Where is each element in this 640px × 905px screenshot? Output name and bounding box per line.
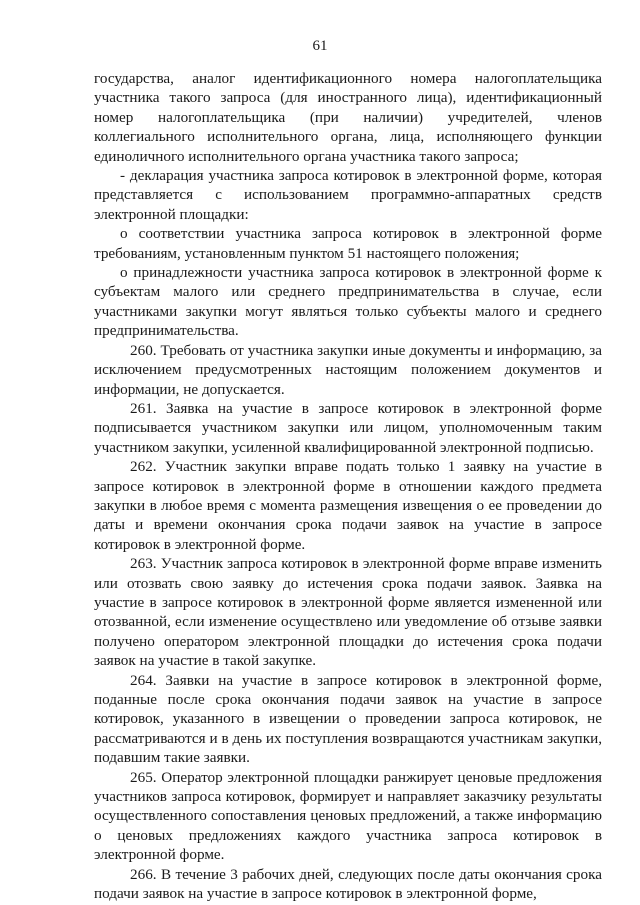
paragraph-266: 266. В течение 3 рабочих дней, следующих после даты окончания срока подачи заявок на участие в запросе котировок в электронной форме, xyxy=(94,865,602,903)
paragraph-261: 261. Заявка на участие в запросе котировок в электронной форме подписывается участником закупки или лицом, уполномоченным таким участником закупки, усиленной квалифицированной электронной подписью. xyxy=(94,399,602,456)
paragraph-declaration: - декларация участника запроса котировок в электронной форме, которая представляется с использованием программно-аппаратных средств электронной площадки: xyxy=(94,167,602,223)
document-body xyxy=(94,69,602,903)
paragraph-262: 262. Участник закупки вправе подать только 1 заявку на участие в запросе котировок в электронной форме в отношении каждого предмета закупки в любое время с момента размещения извещения о ее проведении до даты и времени окончания срока подачи заявок на участие в запросе котировок в электронной форме. xyxy=(94,458,602,553)
paragraph-continuation: государства, аналог идентификационного номера налогоплательщика участника такого запроса (для иностранного лица), идентификационный номер налогоплательщика (при наличии) учредителей, членов коллегиального исполнительного органа, лица, исполняющего функции единоличного исполнительного органа участника такого запроса; xyxy=(94,70,602,165)
paragraph-265: 265. Оператор электронной площадки ранжирует ценовые предложения участников запроса котировок, формирует и направляет заказчику результаты осуществленного сопоставления ценовых предложений, а также информацию о ценовых предложениях каждого участника запроса котировок в электронной форме. xyxy=(94,768,602,864)
paragraph-263: 263. Участник запроса котировок в электронной форме вправе изменить или отозвать свою заявку до истечения срока подачи заявок. Заявка на участие в запросе котировок в электронной форме является измененной или отозванной, если изменение осуществлено или уведомление об отзыве заявки получено оператором электронной площадки до истечения срока подачи заявок на участие в такой закупке. xyxy=(94,555,602,670)
paragraph-smb: о принадлежности участника запроса котировок в электронной форме к субъектам малого или среднего предпринимательства в случае, если участниками закупки могут являться только субъекты малого и среднего предпринимательства. xyxy=(94,264,602,340)
page-number: 61 xyxy=(312,38,328,54)
paragraph-260: 260. Требовать от участника закупки иные документы и информацию, за исключением предусмотренных настоящим положением документов и информации, не допускается. xyxy=(94,341,602,398)
paragraph-compliance: о соответствии участника запроса котировок в электронной форме требованиям, установленным пунктом 51 настоящего положения; xyxy=(94,225,602,262)
paragraph-264: 264. Заявки на участие в запросе котировок в электронной форме, поданные после срока окончания подачи заявок на участие в запросе котировок, указанного в извещении о проведении запроса котировок, не рассматриваются и в день их поступления возвращаются участникам закупки, подавшим такие заявки. xyxy=(94,671,602,767)
